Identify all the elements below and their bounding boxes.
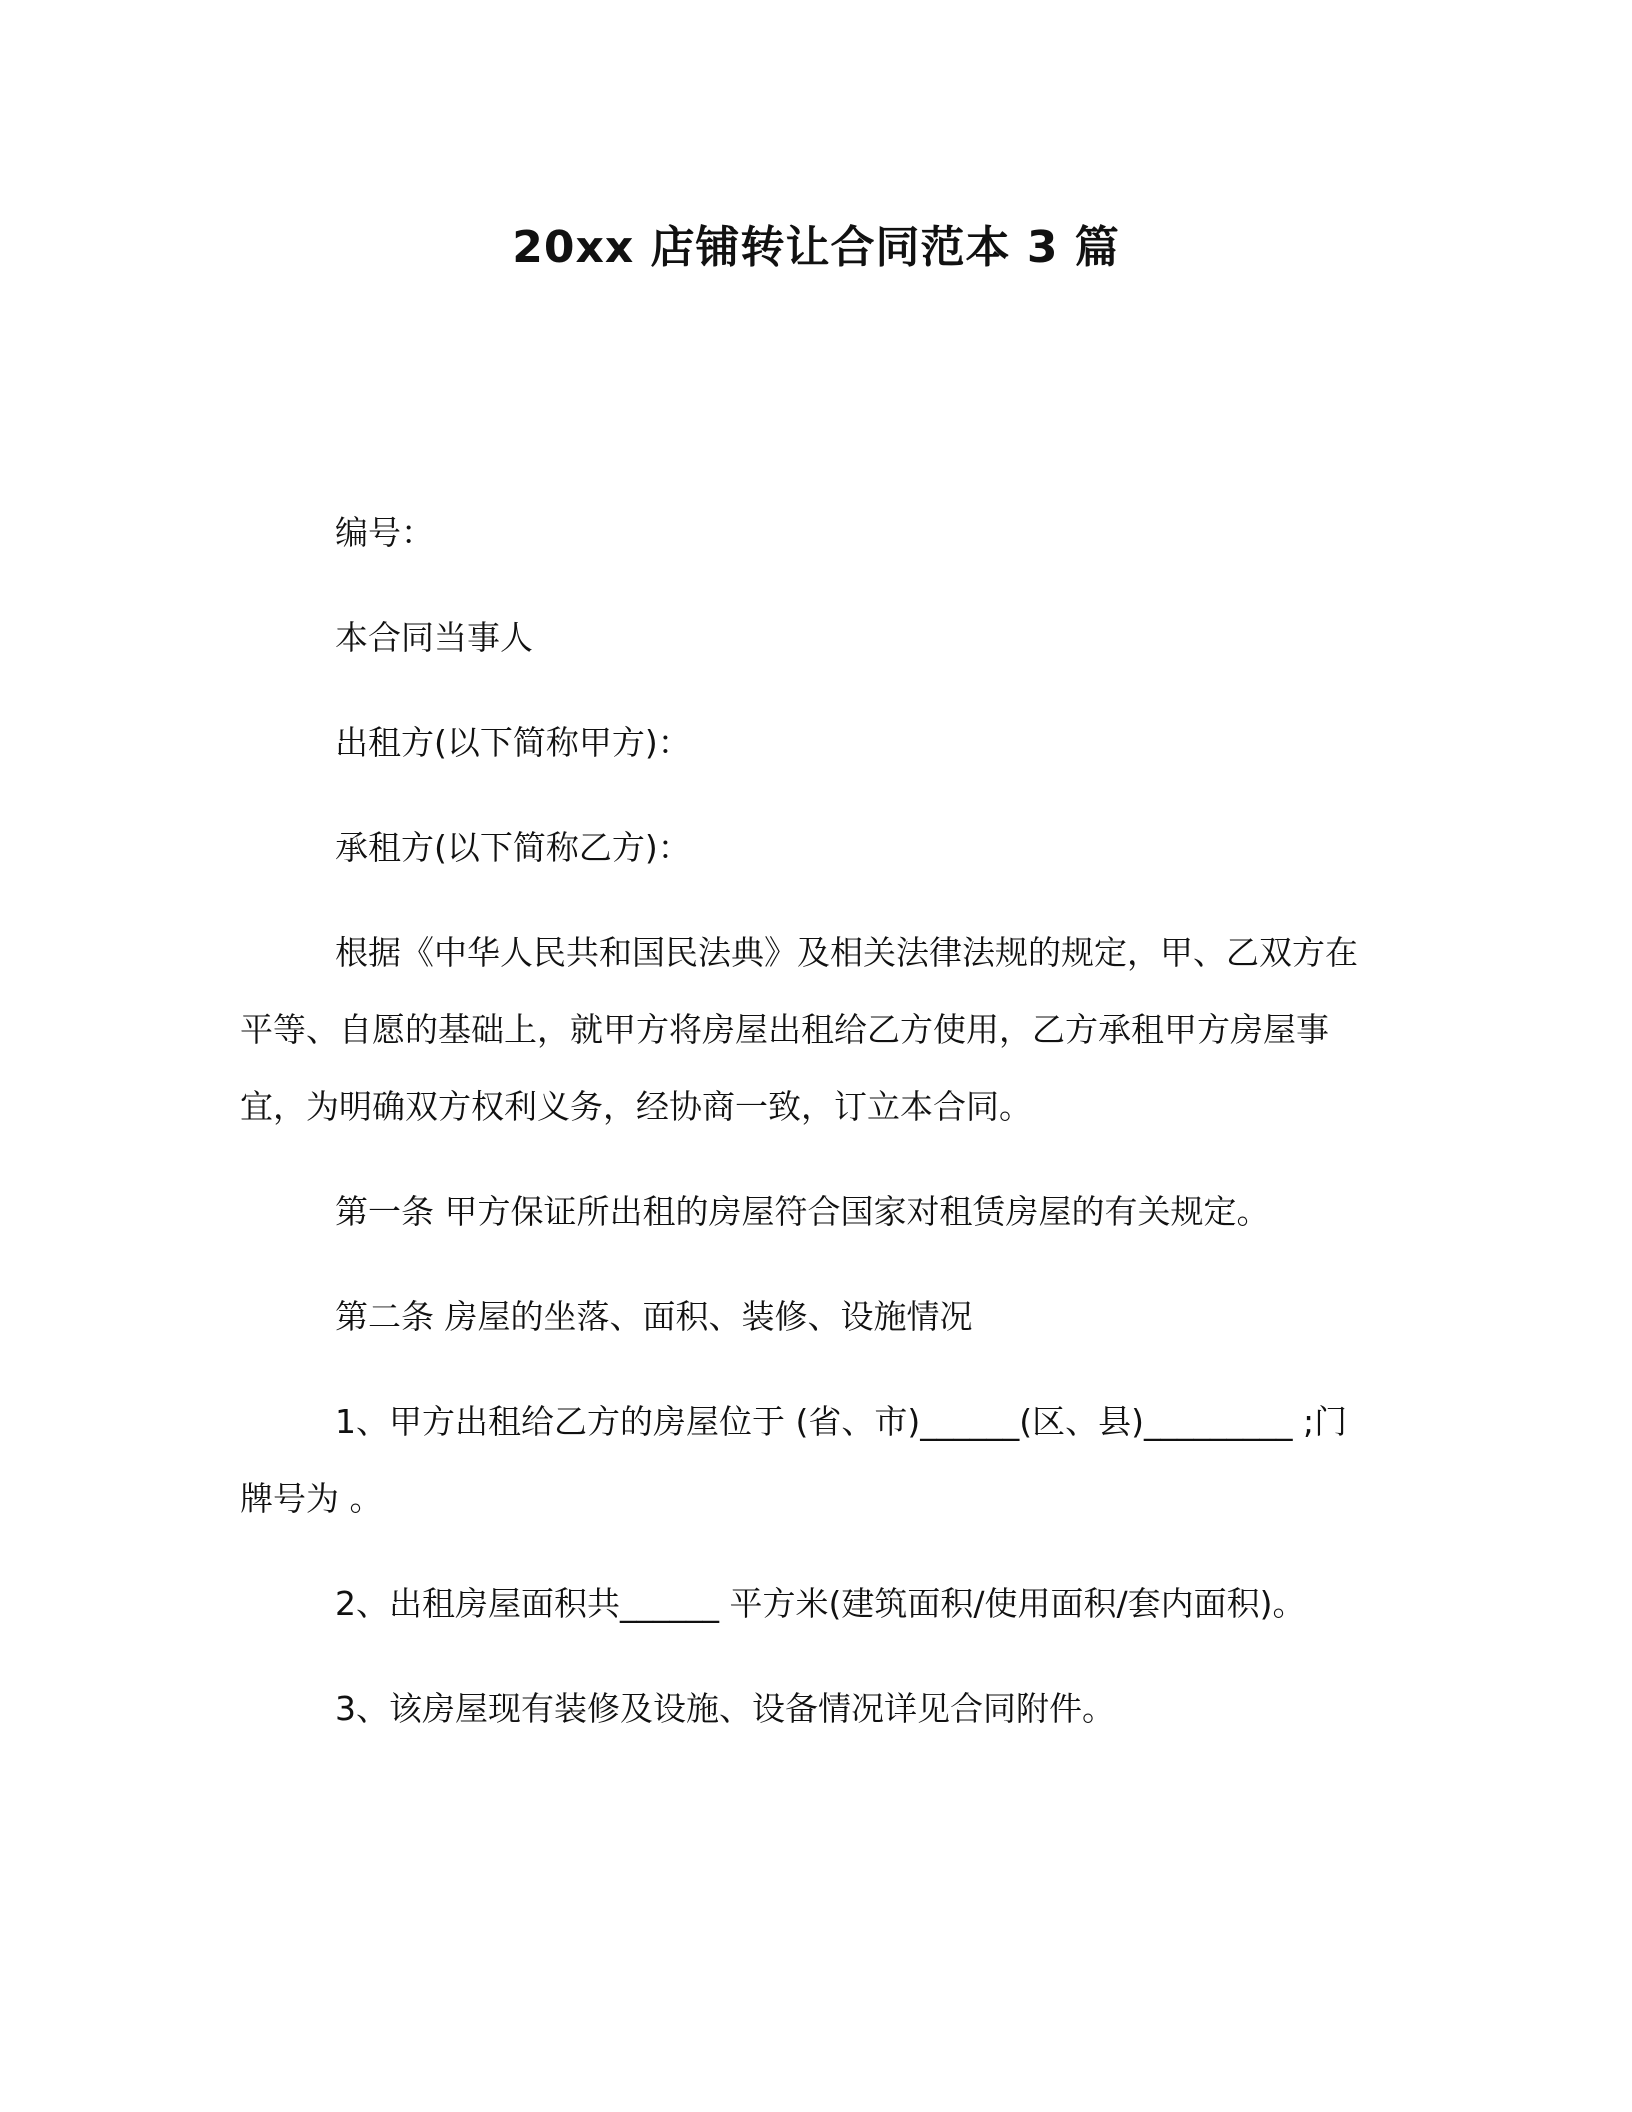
parties-heading: 本合同当事人 [335,618,533,657]
document-title: 20xx 店铺转让合同范本 3 篇 [512,222,1120,273]
contract-number-label: 编号： [335,513,434,552]
lessee-label: 承租方(以下简称乙方)： [335,828,691,867]
article-two-item-2: 2、出租房屋面积共______ 平方米(建筑面积/使用面积/套内面积)。 [335,1584,1306,1623]
preamble-paragraph: 根据《中华人民共和国民法典》及相关法律法规的规定，甲、乙双方在平等、自愿的基础上，就甲方将房屋出租给乙方使用，乙方承租甲方房屋事宜，为明确双方权利义务，经协商一致，订立本合同。 [240,933,1358,1126]
document-body [240,494,1375,1775]
article-two-item-1: 1、甲方出租给乙方的房屋位于 (省、市)______(区、县)_________ ;门牌号为 。 [240,1402,1348,1518]
article-two-heading: 第二条 房屋的坐落、面积、装修、设施情况 [335,1297,973,1336]
article-one: 第一条 甲方保证所出租的房屋符合国家对租赁房屋的有关规定。 [335,1192,1270,1231]
article-two-item-3: 3、该房屋现有装修及设施、设备情况详见合同附件。 [335,1689,1115,1728]
lessor-label: 出租方(以下简称甲方)： [335,723,691,762]
